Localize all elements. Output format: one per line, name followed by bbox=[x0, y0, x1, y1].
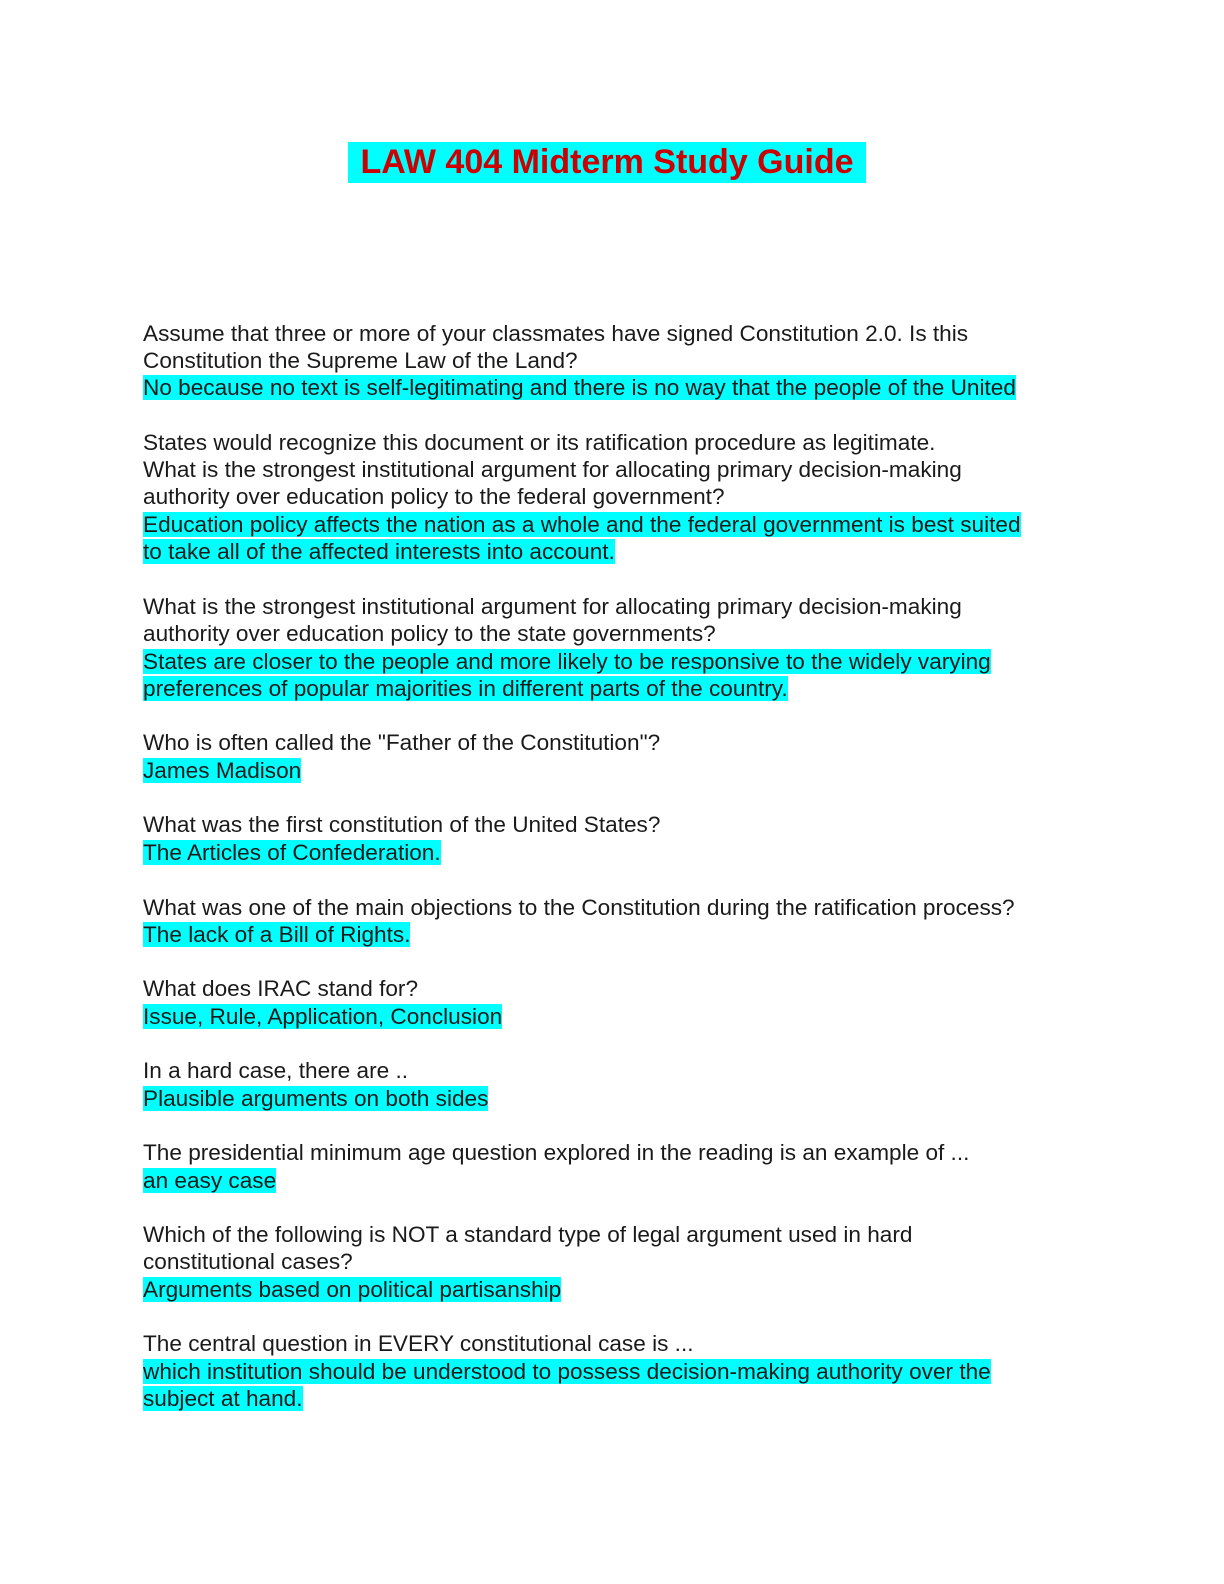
answer-text: No because no text is self-legitimating and there is no way that the people of the United bbox=[143, 375, 1016, 400]
question-text: What is the strongest institutional argument for allocating primary decision-making bbox=[143, 594, 962, 619]
answer-text: The Articles of Confederation. bbox=[143, 840, 441, 865]
question-text: Constitution the Supreme Law of the Land? bbox=[143, 348, 578, 373]
answer-text: an easy case bbox=[143, 1168, 277, 1193]
answer-text: preferences of popular majorities in different parts of the country. bbox=[143, 676, 788, 701]
question-text: In a hard case, there are .. bbox=[143, 1058, 409, 1083]
answer-text: Plausible arguments on both sides bbox=[143, 1086, 489, 1111]
answer-text: James Madison bbox=[143, 758, 302, 783]
answer-text: Arguments based on political partisanship bbox=[143, 1277, 562, 1302]
question-text: constitutional cases? bbox=[143, 1249, 353, 1274]
answer-text: Education policy affects the nation as a whole and the federal government is best suited bbox=[143, 512, 1021, 537]
answer-text: to take all of the affected interests into account. bbox=[143, 539, 615, 564]
question-text: Who is often called the "Father of the Constitution"? bbox=[143, 730, 661, 755]
question-text: The presidential minimum age question explored in the reading is an example of ... bbox=[143, 1140, 970, 1165]
page-title: LAW 404 Midterm Study Guide bbox=[348, 142, 866, 183]
answer-text: subject at hand. bbox=[143, 1386, 303, 1411]
question-text: What is the strongest institutional argument for allocating primary decision-making bbox=[143, 457, 962, 482]
question-text: What was one of the main objections to the Constitution during the ratification process? bbox=[143, 895, 1015, 920]
question-text: authority over education policy to the state governments? bbox=[143, 621, 716, 646]
question-text: The central question in EVERY constitutional case is ... bbox=[143, 1331, 694, 1356]
question-text: What does IRAC stand for? bbox=[143, 976, 419, 1001]
question-text: What was the first constitution of the United States? bbox=[143, 812, 661, 837]
answer-continuation-text: States would recognize this document or its ratification procedure as legitimate. bbox=[143, 430, 936, 455]
answer-text: Issue, Rule, Application, Conclusion bbox=[143, 1004, 503, 1029]
answer-text: The lack of a Bill of Rights. bbox=[143, 922, 411, 947]
question-text: Which of the following is NOT a standard type of legal argument used in hard bbox=[143, 1222, 913, 1247]
question-text: authority over education policy to the federal government? bbox=[143, 484, 725, 509]
answer-text: which institution should be understood to possess decision-making authority over the bbox=[143, 1359, 991, 1384]
answer-text: States are closer to the people and more likely to be responsive to the widely varying bbox=[143, 649, 991, 674]
question-text: Assume that three or more of your classmates have signed Constitution 2.0. Is this bbox=[143, 321, 969, 346]
